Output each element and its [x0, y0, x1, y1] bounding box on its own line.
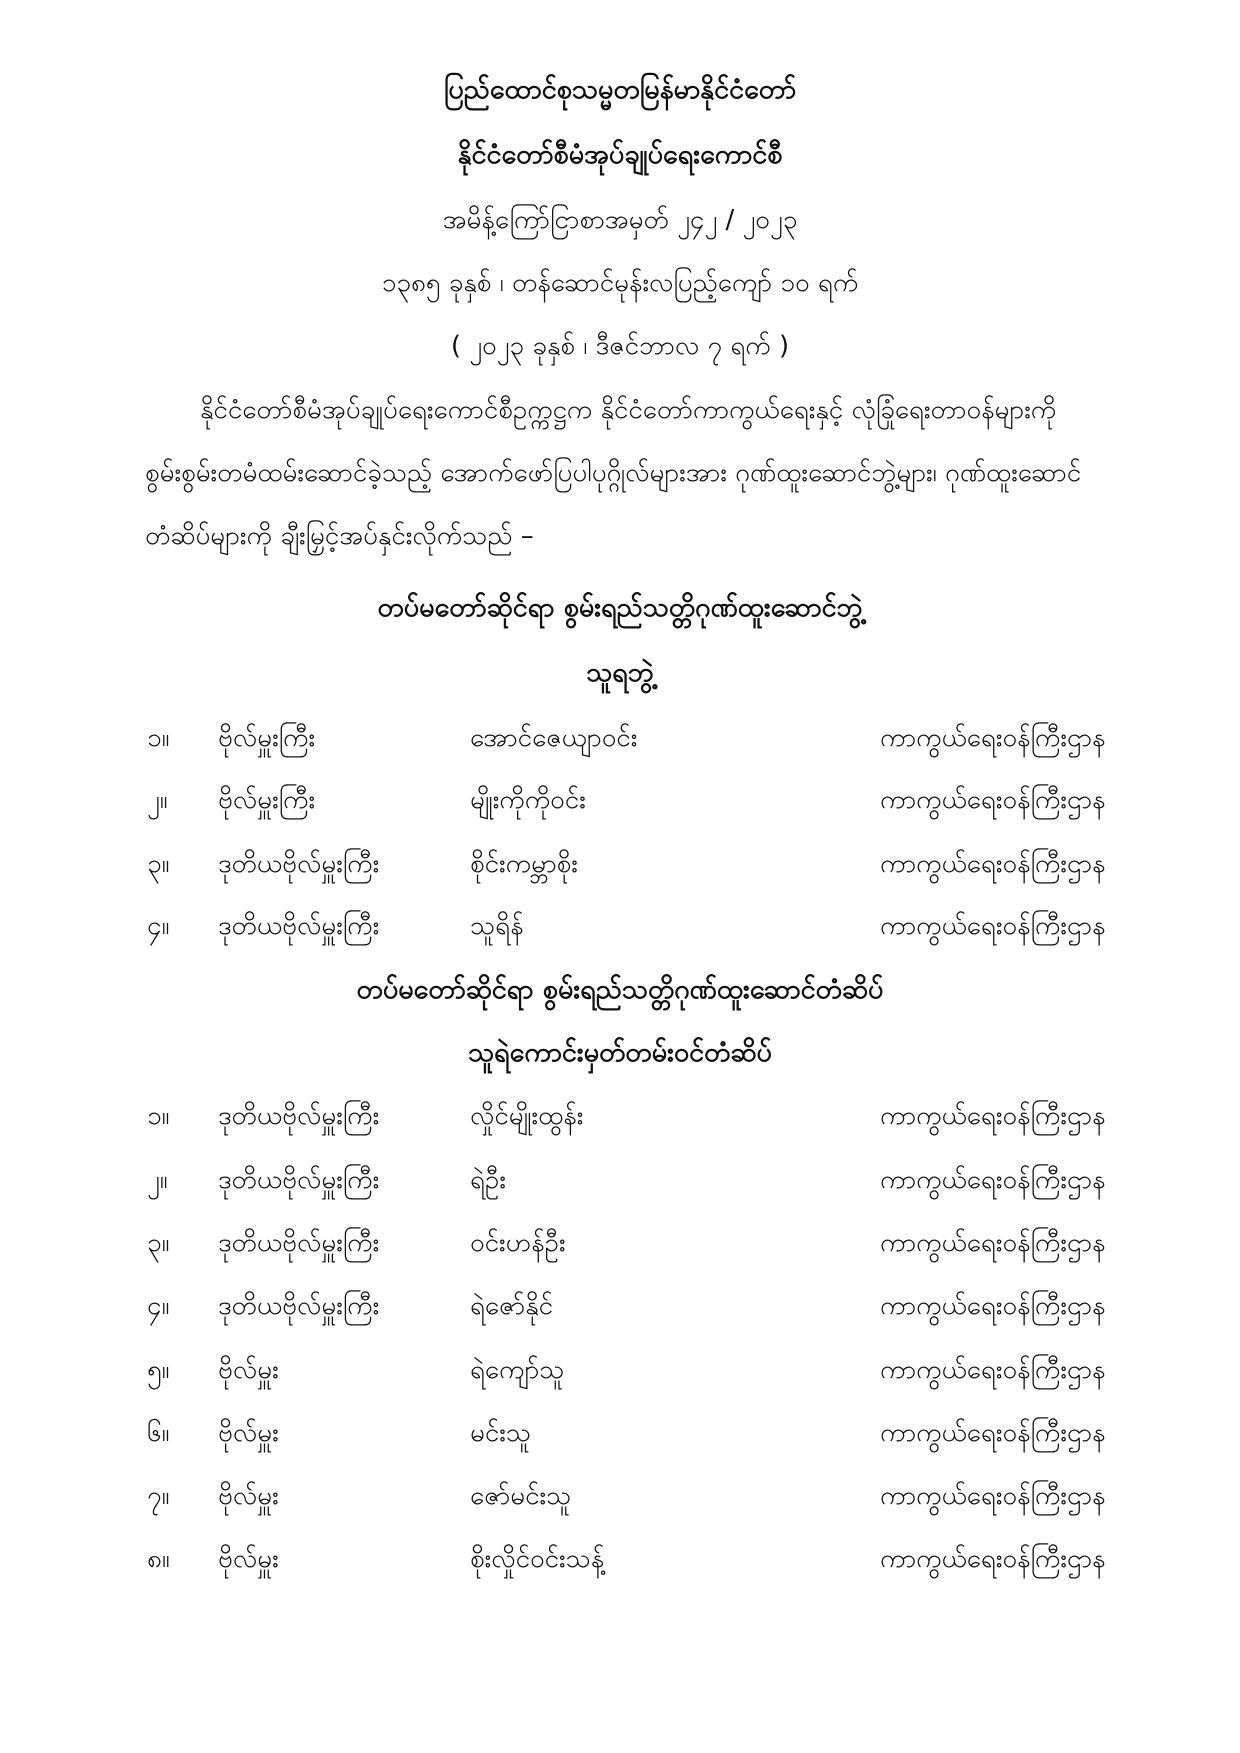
row-rank: ဒုတိယဗိုလ်မှူးကြီး [218, 1165, 380, 1195]
row-name: မျိုးကိုကိုဝင်း [470, 785, 586, 815]
row-name: ရဲဦး [470, 1165, 506, 1195]
row-ministry: ကာကွယ်ရေးဝန်ကြီးဌာန [880, 911, 1106, 941]
row-ministry: ကာကွယ်ရေးဝန်ကြီးဌာန [880, 849, 1106, 879]
row-name: ရဲကျော်သူ [470, 1355, 565, 1385]
row-name: ဇော်မင်းသူ [470, 1481, 572, 1511]
table-row [0, 1478, 1240, 1518]
row-number: ၁။ [147, 723, 170, 753]
table-row [0, 1162, 1240, 1202]
table-row [0, 782, 1240, 822]
order-number: အမိန့်ကြော်ငြာစာအမှတ် ၂၄၂ / ၂၀၂၃ [442, 205, 798, 235]
row-number: ၄။ [147, 911, 170, 941]
row-name: မင်းသူ [470, 1418, 532, 1448]
row-ministry: ကာကွယ်ရေးဝန်ကြီးဌာန [880, 1228, 1106, 1258]
row-rank: ဗိုလ်မှူး [218, 1544, 279, 1574]
row-rank: ဒုတိယဗိုလ်မှူးကြီး [218, 911, 380, 941]
table-row [0, 1225, 1240, 1265]
row-name: သူရိန် [470, 911, 524, 941]
intro-line-3: တံဆိပ်များကို ချီးမြှင့်အပ်နှင်းလိုက်သည် – [145, 521, 534, 551]
row-name: ရဲဇော်နိုင် [470, 1291, 554, 1321]
row-rank: ဗိုလ်မှူး [218, 1355, 279, 1385]
section2-subtitle: သူရဲကောင်းမှတ်တမ်းဝင်တံဆိပ် [468, 1037, 772, 1068]
gregorian-date: ( ၂၀၂၃ ခုနှစ် ၊ ဒီဇင်ဘာလ ၇ ရက် ) [450, 331, 790, 361]
table-row [0, 1352, 1240, 1392]
table-row [0, 908, 1240, 948]
row-number: ၇။ [147, 1481, 170, 1511]
row-number: ၂။ [147, 1165, 168, 1195]
row-name: လှိုင်မျိုးထွန်း [470, 1101, 584, 1131]
row-name: အောင်ဇေယျာဝင်း [470, 723, 638, 753]
row-number: ၂။ [147, 785, 168, 815]
row-ministry: ကာကွယ်ရေးဝန်ကြီးဌာန [880, 1101, 1106, 1131]
row-name: ဝင်းဟန်ဦး [470, 1228, 566, 1258]
row-ministry: ကာကွယ်ရေးဝန်ကြီးဌာန [880, 1544, 1106, 1574]
row-name: စိုးလှိုင်ဝင်းသန့် [470, 1544, 605, 1574]
section1-title: တပ်မတော်ဆိုင်ရာ စွမ်းရည်သတ္တိဂုဏ်ထူးဆောင်ဘွဲ့ [377, 592, 863, 623]
section1-subtitle: သူရဘွဲ့ [586, 657, 654, 688]
row-ministry: ကာကွယ်ရေးဝန်ကြီးဌာန [880, 1355, 1106, 1385]
row-rank: ဒုတိယဗိုလ်မှူးကြီး [218, 1291, 380, 1321]
row-number: ၁။ [147, 1101, 170, 1131]
row-ministry: ကာကွယ်ရေးဝန်ကြီးဌာန [880, 1291, 1106, 1321]
row-number: ၄။ [147, 1291, 170, 1321]
row-number: ၈။ [147, 1544, 170, 1574]
row-number: ၆။ [147, 1418, 170, 1448]
row-rank: ဗိုလ်မှူး [218, 1481, 279, 1511]
council-name: နိုင်ငံတော်စီမံအုပ်ချုပ်ရေးကောင်စီ [457, 139, 783, 170]
row-number: ၃။ [147, 849, 170, 879]
row-rank: ဒုတိယဗိုလ်မှူးကြီး [218, 1101, 380, 1131]
row-ministry: ကာကွယ်ရေးဝန်ကြီးဌာန [880, 1481, 1106, 1511]
myanmar-date: ၁၃၈၅ ခုနှစ် ၊ တန်ဆောင်မုန်းလပြည့်ကျော် ၁၀ ရက် [381, 268, 859, 298]
row-rank: ဒုတိယဗိုလ်မှူးကြီး [218, 849, 380, 879]
section2-title: တပ်မတော်ဆိုင်ရာ စွမ်းရည်သတ္တိဂုဏ်ထူးဆောင်တံဆိပ် [356, 974, 884, 1005]
table-row [0, 1541, 1240, 1581]
row-name: စိုင်းကမ္ဘာစိုး [470, 849, 578, 879]
row-number: ၅။ [147, 1355, 170, 1385]
table-row [0, 720, 1240, 760]
intro-line-1: နိုင်ငံတော်စီမံအုပ်ချုပ်ရေးကောင်စီဥက္ကဋ္ဌက နိုင်ငံတော်ကာကွယ်ရေးနှင့် လုံခြုံရေးတာဝန်များကို [200, 395, 1057, 425]
row-rank: ဒုတိယဗိုလ်မှူးကြီး [218, 1228, 380, 1258]
table-row [0, 1098, 1240, 1138]
table-row [0, 1415, 1240, 1455]
intro-line-2: စွမ်းစွမ်းတမံထမ်းဆောင်ခဲ့သည့် အောက်ဖော်ပြပါပုဂ္ဂိုလ်များအား ဂုဏ်ထူးဆောင်ဘွဲ့များ၊ ဂုဏ်ထူးဆောင် [145, 458, 1082, 488]
row-rank: ဗိုလ်မှူး [218, 1418, 279, 1448]
row-ministry: ကာကွယ်ရေးဝန်ကြီးဌာန [880, 785, 1106, 815]
row-ministry: ကာကွယ်ရေးဝန်ကြီးဌာန [880, 1165, 1106, 1195]
table-row [0, 846, 1240, 886]
table-row [0, 1288, 1240, 1328]
row-number: ၃။ [147, 1228, 170, 1258]
row-rank: ဗိုလ်မှူးကြီး [218, 723, 316, 753]
row-ministry: ကာကွယ်ရေးဝန်ကြီးဌာန [880, 723, 1106, 753]
row-rank: ဗိုလ်မှူးကြီး [218, 785, 316, 815]
state-name: ပြည်ထောင်စုသမ္မတမြန်မာနိုင်ငံတော် [443, 74, 797, 105]
row-ministry: ကာကွယ်ရေးဝန်ကြီးဌာန [880, 1418, 1106, 1448]
